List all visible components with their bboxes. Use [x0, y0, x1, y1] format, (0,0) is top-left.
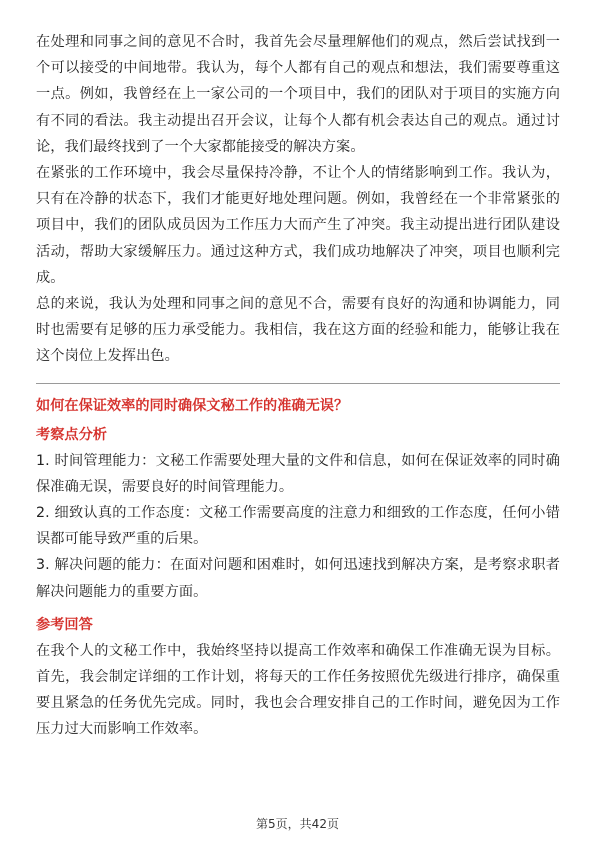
- analysis-heading: 考察点分析: [36, 426, 107, 443]
- page-number-footer: 第5页，共42页: [256, 817, 339, 831]
- page-content: [36, 29, 560, 743]
- analysis-item: 2. 细致认真的工作态度：文秘工作需要高度的注意力和细致的工作态度，任何小错误都可能导致严重的后果。: [36, 505, 560, 548]
- answer-heading: 参考回答: [36, 616, 93, 633]
- analysis-item: 3. 解决问题的能力：在面对问题和困难时，如何迅速找到解决方案，是考察求职者解决问题能力的重要方面。: [36, 557, 560, 600]
- question-heading: 如何在保证效率的同时确保文秘工作的准确无误？: [36, 397, 349, 414]
- body-paragraph: 总的来说，我认为处理和同事之间的意见不合，需要有良好的沟通和协调能力，同时也需要有足够的压力承受能力。我相信，我在这方面的经验和能力，能够让我在这个岗位上发挥出色。: [36, 296, 560, 365]
- section-divider: [36, 383, 560, 384]
- body-paragraph: 在紧张的工作环境中，我会尽量保持冷静，不让个人的情绪影响到工作。我认为，只有在冷静的状态下，我们才能更好地处理问题。例如，我曾经在一个非常紧张的项目中，我们的团队成员因为工作压力大而产生了冲突。我主动提出进行团队建设活动，帮助大家缓解压力。通过这种方式，我们成功地解决了冲突，项目也顺利完成。: [36, 165, 560, 286]
- body-paragraph: 在处理和同事之间的意见不合时，我首先会尽量理解他们的观点，然后尝试找到一个可以接受的中间地带。我认为，每个人都有自己的观点和想法，我们需要尊重这一点。例如，我曾经在上一家公司的一个项目中，我们的团队对于项目的实施方向有不同的看法。我主动提出召开会议，让每个人都有机会表达自己的观点。通过讨论，我们最终找到了一个大家都能接受的解决方案。: [36, 34, 560, 155]
- answer-paragraph: 在我个人的文秘工作中，我始终坚持以提高工作效率和确保工作准确无误为目标。首先，我会制定详细的工作计划，将每天的工作任务按照优先级进行排序，确保重要且紧急的任务优先完成。同时，我也会合理安排自己的工作时间，避免因为工作压力过大而影响工作效率。: [36, 642, 560, 738]
- analysis-item: 1. 时间管理能力：文秘工作需要处理大量的文件和信息，如何在保证效率的同时确保准确无误，需要良好的时间管理能力。: [36, 452, 560, 495]
